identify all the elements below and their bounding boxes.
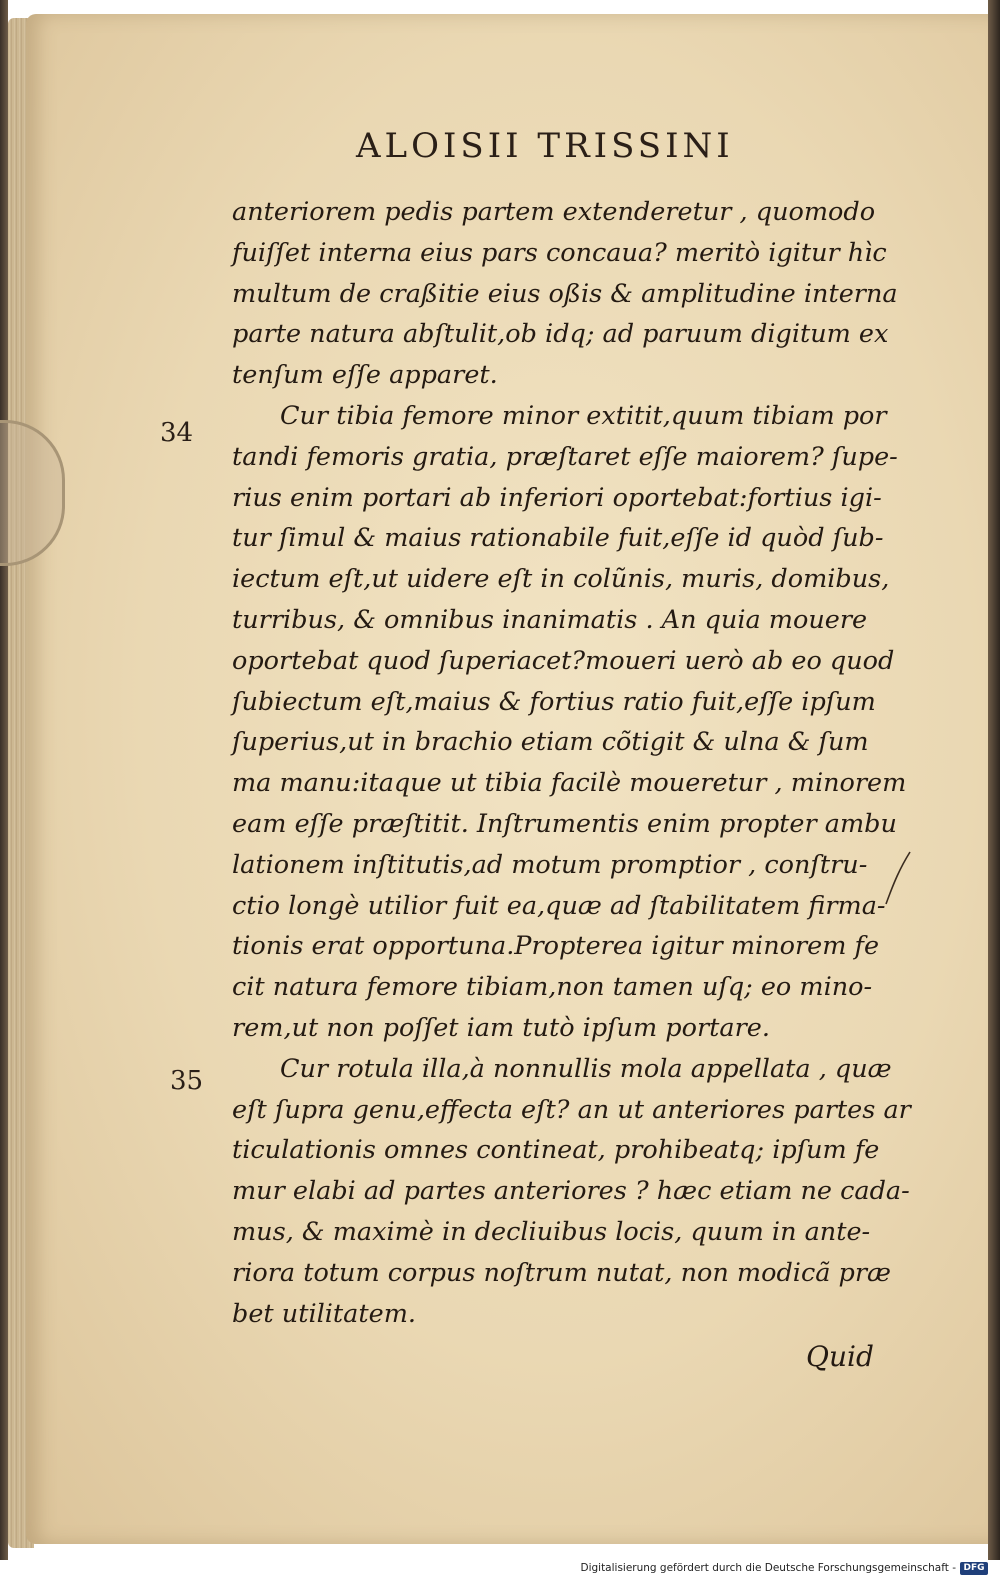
pen-mark — [880, 848, 920, 908]
text-line: rius enim portari ab inferiori oportebat:fortius igi- — [232, 482, 882, 513]
margin-number-34: 34 — [160, 418, 194, 448]
text-line: tionis erat opportuna.Propterea igitur minorem fe — [232, 931, 880, 962]
text-line: mur elabi ad partes anteriores ? hæc etiam ne cada- — [232, 1176, 910, 1207]
text-line: ma manu:itaque ut tibia facilè moueretur , minorem — [232, 768, 907, 799]
text-line: rem,ut non poſſet iam tutò ipſum portare. — [232, 1012, 770, 1043]
text-line: tandi femoris gratia, præſtaret eſſe maiorem? ſupe- — [232, 441, 898, 472]
text-line: iectum eſt,ut uidere eſt in colũnis, muris, domibus, — [232, 564, 890, 595]
text-line: tur ſimul & maius rationabile fuit,eſſe id quòd ſub- — [232, 523, 884, 554]
running-header: ALOISII TRISSINI — [356, 126, 734, 166]
text-line: Cur rotula illa,à nonnullis mola appellata , quæ — [280, 1053, 892, 1084]
text-line: ctio longè utilior fuit ea,quæ ad ſtabilitatem firma- — [232, 890, 886, 921]
text-line: lationem inſtitutis,ad motum promptior , conſtru- — [232, 849, 868, 880]
book-spine — [0, 0, 8, 1560]
text-line: oportebat quod ſuperiacet?moueri uerò ab eo quod — [232, 645, 895, 676]
text-line: mus, & maximè in decliuibus locis, quum in ante- — [232, 1216, 871, 1247]
text-line: eam eſſe præſtitit. Inſtrumentis enim propter ambu — [232, 808, 897, 839]
text-line: fuiſſet interna eius pars concaua? meritò igitur hìc — [232, 237, 887, 268]
funding-notice: Digitalisierung gefördert durch die Deutsche Forschungsgemeinschaft - — [580, 1562, 956, 1574]
text-line: tenſum eſſe apparet. — [232, 360, 498, 391]
text-line: Cur tibia femore minor extitit,quum tibiam por — [280, 400, 887, 431]
text-line: riora totum corpus noſtrum nutat, non modicã præ — [232, 1257, 892, 1288]
text-line: turribus, & omnibus inanimatis . An quia mouere — [232, 604, 868, 635]
page-body-text — [232, 192, 911, 1334]
text-line: ticulationis omnes contineat, prohibeatq; ipſum fe — [232, 1135, 880, 1166]
book-edge-right — [988, 0, 1000, 1560]
text-line: eſt ſupra genu,effecta eſt? an ut anteriores partes ar — [232, 1094, 911, 1125]
margin-number-35: 35 — [170, 1066, 204, 1096]
text-line: multum de craßitie eius oßis & amplitudine interna — [232, 278, 898, 309]
text-line: bet utilitatem. — [232, 1298, 416, 1329]
catchword: Quid — [806, 1340, 874, 1373]
text-line: parte natura abſtulit,ob idq; ad paruum digitum ex — [232, 319, 889, 350]
text-line: ſuperius,ut in brachio etiam cõtigit & ulna & ſum — [232, 727, 869, 758]
text-line: anteriorem pedis partem extenderetur , quomodo — [232, 197, 876, 227]
text-line: cit natura femore tibiam,non tamen uſq; eo mino- — [232, 972, 873, 1003]
dfg-logo: DFG — [960, 1562, 988, 1575]
text-line: ſubiectum eſt,maius & fortius ratio fuit,eſſe ipſum — [232, 686, 876, 717]
